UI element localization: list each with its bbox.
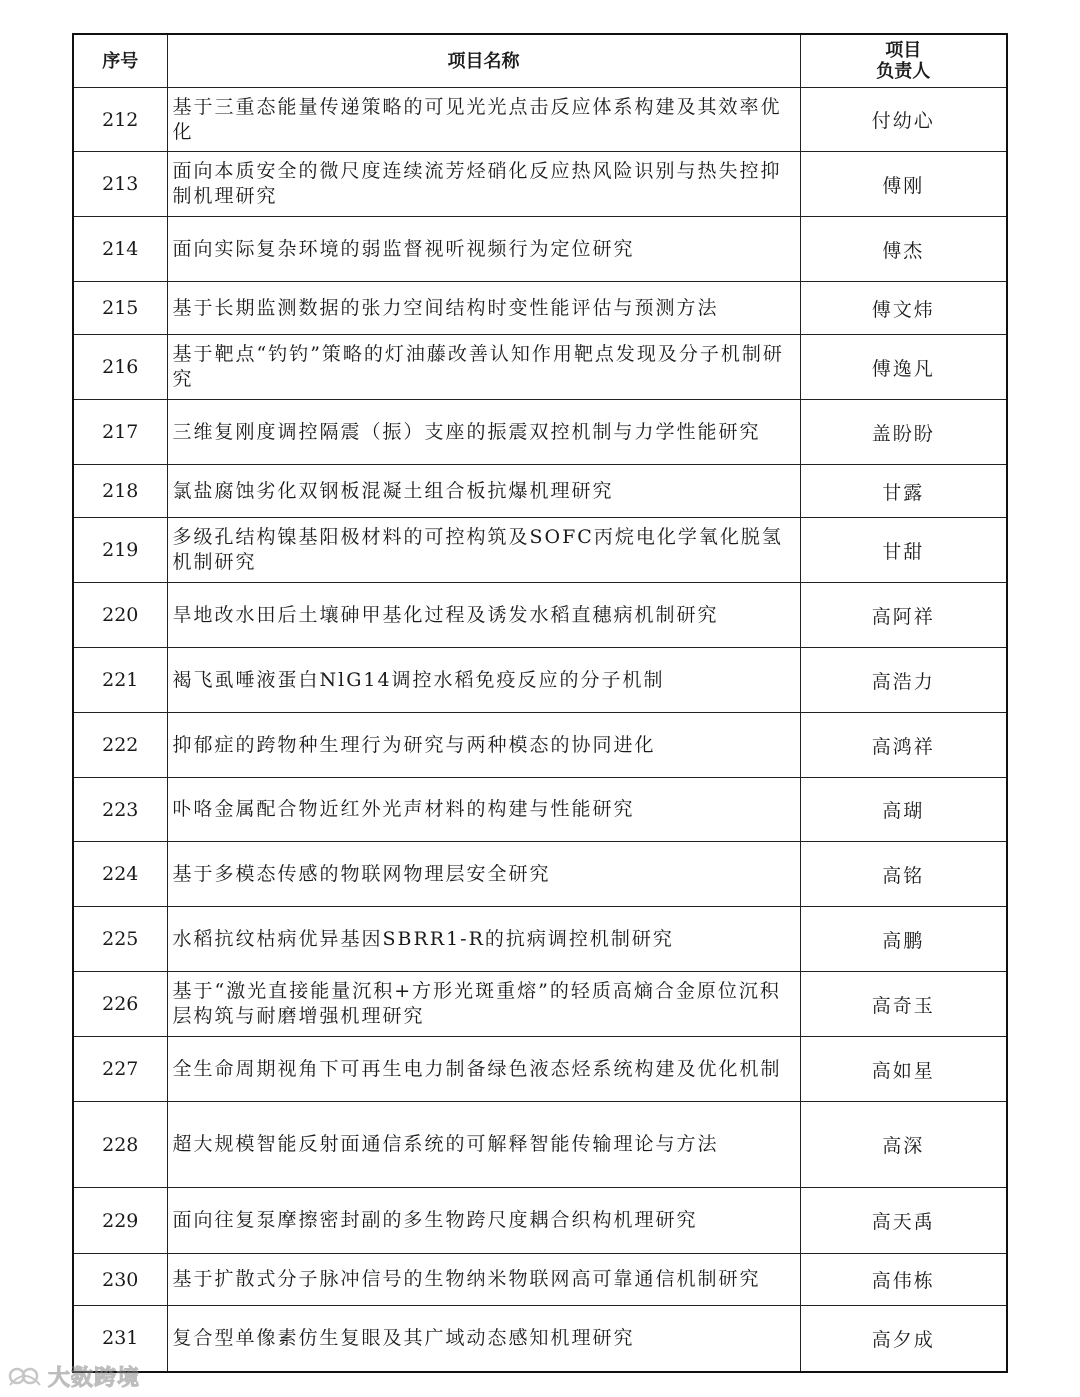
row-project-name: 基于三重态能量传递策略的可见光光点击反应体系构建及其效率优化 — [167, 88, 800, 152]
table-row — [73, 842, 1007, 907]
row-project-name: 基于靶点“钓钓”策略的灯油藤改善认知作用靶点发现及分子机制研究 — [167, 335, 800, 400]
header-leader-line2: 负责人 — [876, 61, 931, 82]
table-row — [73, 583, 1007, 648]
table-row — [73, 1037, 1007, 1102]
row-project-name: 旱地改水田后土壤砷甲基化过程及诱发水稻直穗病机制研究 — [167, 583, 800, 648]
table-row — [73, 400, 1007, 465]
table-row — [73, 1188, 1007, 1254]
table-row — [73, 335, 1007, 400]
row-number: 221 — [73, 648, 167, 713]
table-body — [73, 88, 1007, 1372]
row-project-name: 卟咯金属配合物近红外光声材料的构建与性能研究 — [167, 778, 800, 842]
row-project-leader: 高阿祥 — [800, 583, 1007, 648]
row-project-leader: 傅杰 — [800, 217, 1007, 282]
table-row — [73, 713, 1007, 778]
row-project-name: 全生命周期视角下可再生电力制备绿色液态烃系统构建及优化机制 — [167, 1037, 800, 1102]
row-project-leader: 盖盼盼 — [800, 400, 1007, 465]
table-row — [73, 282, 1007, 335]
row-project-name: 面向本质安全的微尺度连续流芳烃硝化反应热风险识别与热失控抑制机理研究 — [167, 152, 800, 217]
row-project-leader: 甘露 — [800, 465, 1007, 518]
row-project-leader: 高鸿祥 — [800, 713, 1007, 778]
row-project-leader: 傅逸凡 — [800, 335, 1007, 400]
row-number: 231 — [73, 1306, 167, 1372]
row-number: 226 — [73, 972, 167, 1037]
row-number: 224 — [73, 842, 167, 907]
table-row — [73, 465, 1007, 518]
row-project-leader: 高铭 — [800, 842, 1007, 907]
row-number: 218 — [73, 465, 167, 518]
row-project-leader: 傅刚 — [800, 152, 1007, 217]
row-number: 217 — [73, 400, 167, 465]
row-project-name: 基于长期监测数据的张力空间结构时变性能评估与预测方法 — [167, 282, 800, 335]
row-project-name: 水稻抗纹枯病优异基因SBRR1-R的抗病调控机制研究 — [167, 907, 800, 972]
row-project-leader: 高如星 — [800, 1037, 1007, 1102]
row-project-leader: 高浩力 — [800, 648, 1007, 713]
row-number: 215 — [73, 282, 167, 335]
row-project-name: 超大规模智能反射面通信系统的可解释智能传输理论与方法 — [167, 1102, 800, 1188]
row-number: 212 — [73, 88, 167, 152]
row-number: 214 — [73, 217, 167, 282]
table-header-row — [73, 34, 1007, 88]
row-project-name: 抑郁症的跨物种生理行为研究与两种模态的协同进化 — [167, 713, 800, 778]
row-project-leader: 付幼心 — [800, 88, 1007, 152]
row-number: 229 — [73, 1188, 167, 1254]
row-project-name: 面向实际复杂环境的弱监督视听视频行为定位研究 — [167, 217, 800, 282]
row-project-name: 三维复刚度调控隔震（振）支座的振震双控机制与力学性能研究 — [167, 400, 800, 465]
row-project-name: 面向往复泵摩擦密封副的多生物跨尺度耦合织构机理研究 — [167, 1188, 800, 1254]
row-project-leader: 傅文炜 — [800, 282, 1007, 335]
row-number: 227 — [73, 1037, 167, 1102]
row-project-leader: 高鹏 — [800, 907, 1007, 972]
row-number: 223 — [73, 778, 167, 842]
row-number: 216 — [73, 335, 167, 400]
row-number: 230 — [73, 1254, 167, 1306]
header-project-leader — [800, 34, 1007, 88]
row-project-name: 基于扩散式分子脉冲信号的生物纳米物联网高可靠通信机制研究 — [167, 1254, 800, 1306]
row-project-name: 多级孔结构镍基阳极材料的可控构筑及SOFC丙烷电化学氧化脱氢机制研究 — [167, 518, 800, 583]
row-project-name: 氯盐腐蚀劣化双钢板混凝土组合板抗爆机理研究 — [167, 465, 800, 518]
row-project-leader: 高深 — [800, 1102, 1007, 1188]
table-row — [73, 1254, 1007, 1306]
row-number: 222 — [73, 713, 167, 778]
row-project-name: 复合型单像素仿生复眼及其广域动态感知机理研究 — [167, 1306, 800, 1372]
row-number: 219 — [73, 518, 167, 583]
watermark-text: 大数跨境 — [48, 1365, 141, 1391]
header-number: 序号 — [73, 34, 167, 88]
row-number: 220 — [73, 583, 167, 648]
project-table — [72, 33, 1008, 1373]
watermark — [8, 1359, 140, 1393]
row-project-leader: 高夕成 — [800, 1306, 1007, 1372]
header-leader-line1: 项目 — [885, 40, 922, 61]
header-project-name: 项目名称 — [167, 34, 800, 88]
row-project-name: 褐飞虱唾液蛋白NlG14调控水稻免疫反应的分子机制 — [167, 648, 800, 713]
table-row — [73, 217, 1007, 282]
row-project-leader: 高天禹 — [800, 1188, 1007, 1254]
row-project-name: 基于“激光直接能量沉积+方形光斑重熔”的轻质高熵合金原位沉积层构筑与耐磨增强机理研究 — [167, 972, 800, 1037]
table-row — [73, 778, 1007, 842]
row-number: 228 — [73, 1102, 167, 1188]
table-row — [73, 1102, 1007, 1188]
row-number: 213 — [73, 152, 167, 217]
row-project-leader: 高伟栋 — [800, 1254, 1007, 1306]
row-project-name: 基于多模态传感的物联网物理层安全研究 — [167, 842, 800, 907]
row-project-leader: 高奇玉 — [800, 972, 1007, 1037]
watermark-logo-icon — [8, 1363, 42, 1389]
table-row — [73, 907, 1007, 972]
table-row — [73, 518, 1007, 583]
table-row — [73, 152, 1007, 217]
row-project-leader: 甘甜 — [800, 518, 1007, 583]
table-row — [73, 972, 1007, 1037]
row-number: 225 — [73, 907, 167, 972]
table-row — [73, 1306, 1007, 1372]
table-row — [73, 88, 1007, 152]
row-project-leader: 高瑚 — [800, 778, 1007, 842]
table-row — [73, 648, 1007, 713]
